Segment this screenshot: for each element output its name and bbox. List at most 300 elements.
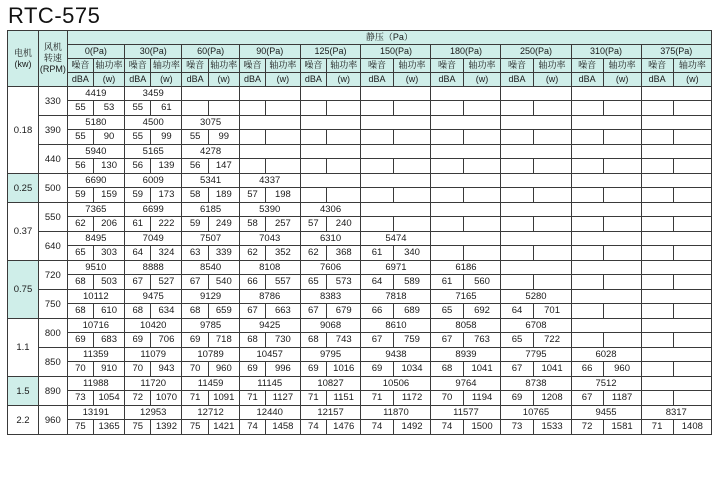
power-cell: 1151	[327, 391, 361, 406]
noise-cell: 65	[431, 304, 463, 319]
rpm-cell: 750	[38, 290, 67, 319]
empty-cell	[393, 101, 431, 116]
rpm-cell: 390	[38, 116, 67, 145]
power-cell: 503	[94, 275, 125, 290]
empty-cell	[603, 275, 641, 290]
values-row	[8, 101, 712, 116]
empty-cell	[361, 145, 431, 159]
empty-cell	[431, 246, 463, 261]
empty-cell	[266, 159, 300, 174]
empty-cell	[673, 391, 711, 406]
power-cell: 1034	[393, 362, 431, 377]
power-unit: (w)	[533, 73, 571, 87]
power-cell: 759	[393, 333, 431, 348]
rpm-cell: 330	[38, 87, 67, 116]
airflow-cell: 9785	[182, 319, 239, 333]
airflow-row	[8, 319, 712, 333]
values-row	[8, 420, 712, 435]
empty-cell	[641, 246, 673, 261]
power-cell: 1127	[266, 391, 300, 406]
airflow-cell: 3459	[125, 87, 182, 101]
power-cell: 634	[151, 304, 182, 319]
airflow-cell: 7507	[182, 232, 239, 246]
empty-cell	[431, 203, 501, 217]
empty-cell	[239, 116, 300, 130]
empty-cell	[501, 261, 571, 275]
airflow-cell: 10789	[182, 348, 239, 362]
airflow-cell: 6690	[67, 174, 124, 188]
noise-cell: 67	[125, 275, 151, 290]
power-cell: 61	[151, 101, 182, 116]
empty-cell	[571, 275, 603, 290]
noise-cell: 55	[67, 101, 93, 116]
noise-cell: 63	[182, 246, 208, 261]
noise-cell: 74	[300, 420, 326, 435]
pressure-header: 60(Pa)	[182, 45, 239, 59]
airflow-cell: 7795	[501, 348, 571, 362]
noise-cell: 75	[182, 420, 208, 435]
airflow-cell: 9510	[67, 261, 124, 275]
shaft-power-header: 轴功率	[533, 59, 571, 73]
empty-cell	[641, 261, 711, 275]
airflow-cell: 12157	[300, 406, 361, 420]
power-unit: (w)	[327, 73, 361, 87]
power-cell: 996	[266, 362, 300, 377]
airflow-cell: 6009	[125, 174, 182, 188]
airflow-cell: 8939	[431, 348, 501, 362]
airflow-cell: 4419	[67, 87, 124, 101]
airflow-cell: 10457	[239, 348, 300, 362]
noise-cell: 74	[361, 420, 393, 435]
airflow-cell: 11720	[125, 377, 182, 391]
empty-cell	[431, 87, 501, 101]
empty-cell	[571, 130, 603, 145]
noise-unit: dBA	[641, 73, 673, 87]
airflow-row	[8, 232, 712, 246]
power-cell: 527	[151, 275, 182, 290]
empty-cell	[603, 101, 641, 116]
empty-cell	[431, 145, 501, 159]
noise-unit: dBA	[239, 73, 265, 87]
empty-cell	[641, 101, 673, 116]
motor-kw-cell: 1.1	[8, 319, 39, 377]
empty-cell	[571, 101, 603, 116]
airflow-cell: 11459	[182, 377, 239, 391]
power-cell: 1187	[603, 391, 641, 406]
noise-cell: 55	[125, 101, 151, 116]
airflow-cell: 10506	[361, 377, 431, 391]
power-cell: 99	[208, 130, 239, 145]
noise-cell: 69	[182, 333, 208, 348]
motor-kw-cell: 0.37	[8, 203, 39, 261]
empty-cell	[182, 101, 208, 116]
empty-cell	[533, 188, 571, 203]
empty-cell	[641, 174, 711, 188]
empty-cell	[501, 145, 571, 159]
power-cell: 1172	[393, 391, 431, 406]
empty-cell	[571, 203, 641, 217]
power-cell: 352	[266, 246, 300, 261]
empty-cell	[501, 232, 571, 246]
empty-cell	[501, 130, 533, 145]
empty-cell	[431, 174, 501, 188]
power-cell: 249	[208, 217, 239, 232]
noise-cell: 70	[67, 362, 93, 377]
noise-header: 噪音	[571, 59, 603, 73]
power-cell: 943	[151, 362, 182, 377]
airflow-cell: 11359	[67, 348, 124, 362]
power-cell: 722	[533, 333, 571, 348]
airflow-cell: 5341	[182, 174, 239, 188]
empty-cell	[463, 159, 501, 174]
power-cell: 1476	[327, 420, 361, 435]
airflow-cell: 7818	[361, 290, 431, 304]
airflow-cell: 7043	[239, 232, 300, 246]
empty-cell	[641, 275, 673, 290]
noise-unit: dBA	[571, 73, 603, 87]
airflow-cell: 13191	[67, 406, 124, 420]
noise-cell: 69	[501, 391, 533, 406]
power-cell: 1091	[208, 391, 239, 406]
noise-cell: 69	[361, 362, 393, 377]
empty-cell	[571, 174, 641, 188]
shaft-power-header: 轴功率	[463, 59, 501, 73]
motor-kw-cell: 2.2	[8, 406, 39, 435]
empty-cell	[641, 130, 673, 145]
empty-cell	[533, 246, 571, 261]
noise-cell: 73	[67, 391, 93, 406]
power-cell: 198	[266, 188, 300, 203]
empty-cell	[361, 188, 393, 203]
airflow-cell: 11145	[239, 377, 300, 391]
airflow-cell: 8495	[67, 232, 124, 246]
power-cell: 1581	[603, 420, 641, 435]
noise-unit: dBA	[182, 73, 208, 87]
airflow-row	[8, 377, 712, 391]
airflow-cell: 7606	[300, 261, 361, 275]
shaft-power-header: 轴功率	[208, 59, 239, 73]
power-cell: 173	[151, 188, 182, 203]
airflow-cell: 6699	[125, 203, 182, 217]
empty-cell	[463, 217, 501, 232]
noise-cell: 71	[641, 420, 673, 435]
rpm-cell: 720	[38, 261, 67, 290]
values-row	[8, 159, 712, 174]
empty-cell	[463, 130, 501, 145]
performance-table	[7, 30, 712, 435]
pressure-header: 180(Pa)	[431, 45, 501, 59]
noise-cell: 57	[239, 188, 265, 203]
noise-cell: 65	[67, 246, 93, 261]
empty-cell	[431, 232, 501, 246]
power-cell: 910	[94, 362, 125, 377]
power-cell: 99	[151, 130, 182, 145]
airflow-cell: 9455	[571, 406, 641, 420]
empty-cell	[266, 130, 300, 145]
airflow-cell: 9129	[182, 290, 239, 304]
noise-header: 噪音	[431, 59, 463, 73]
power-cell: 368	[327, 246, 361, 261]
power-cell: 339	[208, 246, 239, 261]
empty-cell	[463, 246, 501, 261]
noise-header: 噪音	[361, 59, 393, 73]
motor-kw-cell: 0.18	[8, 87, 39, 174]
airflow-cell: 9425	[239, 319, 300, 333]
noise-cell: 67	[571, 391, 603, 406]
empty-cell	[463, 101, 501, 116]
empty-cell	[361, 174, 431, 188]
noise-header: 噪音	[641, 59, 673, 73]
empty-cell	[673, 159, 711, 174]
empty-cell	[571, 116, 641, 130]
airflow-cell: 8058	[431, 319, 501, 333]
noise-cell: 72	[571, 420, 603, 435]
empty-cell	[327, 130, 361, 145]
power-cell: 701	[533, 304, 571, 319]
noise-cell: 59	[67, 188, 93, 203]
empty-cell	[361, 116, 431, 130]
empty-cell	[673, 275, 711, 290]
airflow-cell: 12712	[182, 406, 239, 420]
empty-cell	[641, 362, 673, 377]
pressure-header: 30(Pa)	[125, 45, 182, 59]
empty-cell	[239, 87, 300, 101]
empty-cell	[571, 290, 641, 304]
noise-cell: 67	[239, 304, 265, 319]
pressure-header: 150(Pa)	[361, 45, 431, 59]
motor-kw-cell: 0.25	[8, 174, 39, 203]
power-cell: 659	[208, 304, 239, 319]
noise-cell: 65	[300, 275, 326, 290]
noise-cell: 66	[239, 275, 265, 290]
shaft-power-header: 轴功率	[151, 59, 182, 73]
shaft-power-header: 轴功率	[673, 59, 711, 73]
header-row	[8, 45, 712, 59]
empty-cell	[327, 188, 361, 203]
empty-cell	[501, 188, 533, 203]
power-cell: 1458	[266, 420, 300, 435]
noise-cell: 71	[239, 391, 265, 406]
empty-cell	[393, 130, 431, 145]
pressure-header: 0(Pa)	[67, 45, 124, 59]
noise-header: 噪音	[125, 59, 151, 73]
noise-cell: 56	[67, 159, 93, 174]
empty-cell	[571, 246, 603, 261]
power-cell: 1421	[208, 420, 239, 435]
power-unit: (w)	[94, 73, 125, 87]
noise-cell: 59	[125, 188, 151, 203]
empty-cell	[673, 362, 711, 377]
empty-cell	[501, 116, 571, 130]
power-cell: 240	[327, 217, 361, 232]
empty-cell	[673, 217, 711, 232]
noise-cell: 58	[182, 188, 208, 203]
empty-cell	[533, 159, 571, 174]
noise-cell: 61	[125, 217, 151, 232]
airflow-cell: 5165	[125, 145, 182, 159]
power-cell: 1208	[533, 391, 571, 406]
airflow-cell: 7512	[571, 377, 641, 391]
power-cell: 706	[151, 333, 182, 348]
power-cell: 730	[266, 333, 300, 348]
noise-cell: 72	[125, 391, 151, 406]
noise-unit: dBA	[361, 73, 393, 87]
noise-cell: 55	[67, 130, 93, 145]
values-row	[8, 246, 712, 261]
noise-cell: 64	[125, 246, 151, 261]
empty-cell	[641, 319, 711, 333]
empty-cell	[571, 87, 641, 101]
empty-cell	[300, 159, 326, 174]
values-row	[8, 304, 712, 319]
empty-cell	[571, 217, 603, 232]
power-cell: 53	[94, 101, 125, 116]
values-row	[8, 362, 712, 377]
airflow-cell: 4306	[300, 203, 361, 217]
empty-cell	[239, 145, 300, 159]
empty-cell	[501, 87, 571, 101]
noise-cell: 69	[67, 333, 93, 348]
empty-cell	[300, 101, 326, 116]
power-cell: 1054	[94, 391, 125, 406]
airflow-row	[8, 116, 712, 130]
power-cell: 222	[151, 217, 182, 232]
power-cell: 303	[94, 246, 125, 261]
values-row	[8, 391, 712, 406]
noise-cell: 61	[431, 275, 463, 290]
power-cell: 159	[94, 188, 125, 203]
noise-cell: 65	[501, 333, 533, 348]
noise-cell: 71	[300, 391, 326, 406]
rpm-cell: 440	[38, 145, 67, 174]
airflow-cell: 12953	[125, 406, 182, 420]
airflow-cell: 9795	[300, 348, 361, 362]
empty-cell	[393, 217, 431, 232]
empty-cell	[361, 159, 393, 174]
power-unit: (w)	[673, 73, 711, 87]
airflow-cell: 12440	[239, 406, 300, 420]
power-cell: 960	[208, 362, 239, 377]
empty-cell	[641, 188, 673, 203]
values-row	[8, 333, 712, 348]
airflow-cell: 9764	[431, 377, 501, 391]
fan-speed-header: 风机 转速 (RPM)	[38, 31, 67, 87]
empty-cell	[641, 377, 711, 391]
empty-cell	[361, 87, 431, 101]
airflow-cell: 8610	[361, 319, 431, 333]
power-cell: 1500	[463, 420, 501, 435]
empty-cell	[327, 101, 361, 116]
noise-cell: 62	[67, 217, 93, 232]
rpm-cell: 640	[38, 232, 67, 261]
airflow-cell: 4500	[125, 116, 182, 130]
airflow-cell: 6185	[182, 203, 239, 217]
shaft-power-header: 轴功率	[94, 59, 125, 73]
empty-cell	[673, 304, 711, 319]
empty-cell	[571, 333, 603, 348]
rpm-cell: 960	[38, 406, 67, 435]
power-unit: (w)	[151, 73, 182, 87]
empty-cell	[431, 217, 463, 232]
noise-cell: 66	[361, 304, 393, 319]
power-cell: 340	[393, 246, 431, 261]
empty-cell	[501, 217, 533, 232]
power-cell: 663	[266, 304, 300, 319]
rpm-cell: 850	[38, 348, 67, 377]
motor-kw-cell: 1.5	[8, 377, 39, 406]
empty-cell	[239, 101, 265, 116]
header-row	[8, 31, 712, 45]
airflow-row	[8, 406, 712, 420]
empty-cell	[641, 145, 711, 159]
noise-cell: 68	[431, 362, 463, 377]
noise-unit: dBA	[67, 73, 93, 87]
header-row	[8, 73, 712, 87]
noise-cell: 55	[125, 130, 151, 145]
empty-cell	[571, 188, 603, 203]
noise-header: 噪音	[182, 59, 208, 73]
noise-cell: 58	[239, 217, 265, 232]
empty-cell	[571, 232, 641, 246]
empty-cell	[533, 275, 571, 290]
empty-cell	[603, 188, 641, 203]
empty-cell	[641, 87, 711, 101]
empty-cell	[501, 159, 533, 174]
power-unit: (w)	[603, 73, 641, 87]
empty-cell	[641, 116, 711, 130]
airflow-cell: 10112	[67, 290, 124, 304]
static-pressure-header: 静压（Pa）	[67, 31, 711, 45]
empty-cell	[603, 246, 641, 261]
noise-cell: 69	[125, 333, 151, 348]
noise-cell: 56	[182, 159, 208, 174]
empty-cell	[603, 130, 641, 145]
airflow-cell: 6028	[571, 348, 641, 362]
airflow-cell: 10716	[67, 319, 124, 333]
noise-header: 噪音	[239, 59, 265, 73]
empty-cell	[641, 304, 673, 319]
noise-cell: 69	[300, 362, 326, 377]
values-row	[8, 188, 712, 203]
noise-cell: 67	[361, 333, 393, 348]
noise-cell: 64	[501, 304, 533, 319]
power-cell: 718	[208, 333, 239, 348]
noise-cell: 70	[431, 391, 463, 406]
empty-cell	[431, 159, 463, 174]
power-cell: 692	[463, 304, 501, 319]
airflow-cell: 5940	[67, 145, 124, 159]
noise-cell: 70	[125, 362, 151, 377]
airflow-cell: 7365	[67, 203, 124, 217]
empty-cell	[327, 159, 361, 174]
power-cell: 206	[94, 217, 125, 232]
airflow-cell: 10420	[125, 319, 182, 333]
noise-cell: 68	[182, 304, 208, 319]
empty-cell	[300, 145, 361, 159]
power-cell: 1194	[463, 391, 501, 406]
empty-cell	[603, 217, 641, 232]
empty-cell	[501, 275, 533, 290]
empty-cell	[673, 130, 711, 145]
noise-cell: 67	[182, 275, 208, 290]
empty-cell	[603, 333, 641, 348]
noise-cell: 57	[300, 217, 326, 232]
noise-cell: 74	[239, 420, 265, 435]
empty-cell	[239, 130, 265, 145]
airflow-cell: 6708	[501, 319, 571, 333]
empty-cell	[641, 217, 673, 232]
airflow-row	[8, 261, 712, 275]
